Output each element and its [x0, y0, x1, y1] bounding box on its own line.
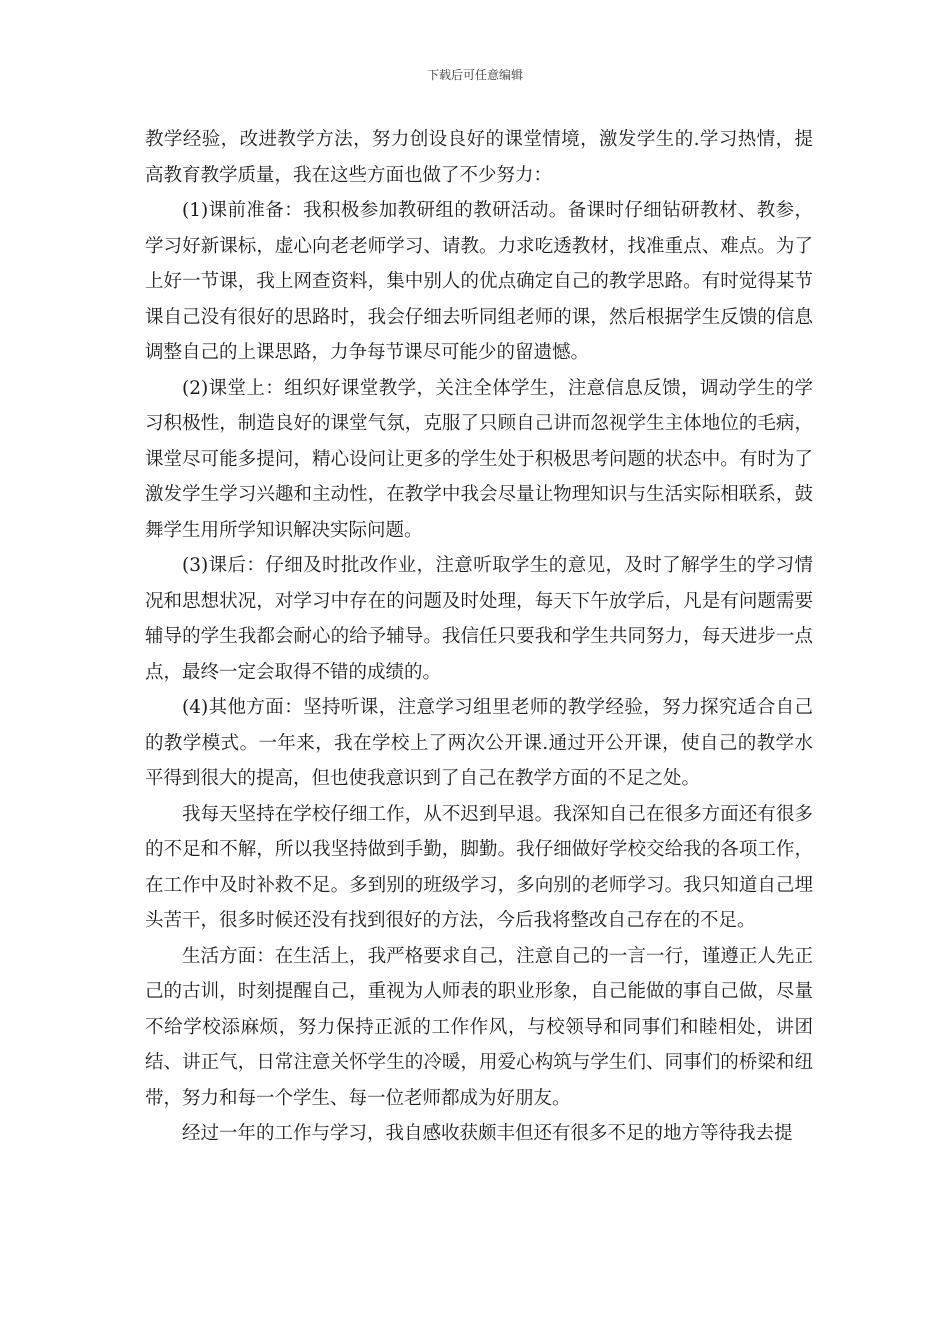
paragraph-other: (4)其他方面：坚持听课，注意学习组里老师的教学经验，努力探究适合自己的教学模式。一年来，我在学校上了两次公开课.通过开公开课，使自己的教学水平得到很大的提高，但也使我意识到了自己在教学方面的不足之处。 — [145, 697, 813, 789]
document-body — [145, 122, 813, 1152]
paragraph-intro: 教学经验，改进教学方法，努力创设良好的课堂情境，激发学生的.学习热情，提高教育教学质量，我在这些方面也做了不少努力： — [145, 129, 813, 186]
paragraph-after-class: (3)课后：仔细及时批改作业，注意听取学生的意见，及时了解学生的学习情况和思想状况，对学习中存在的问题及时处理，每天下午放学后，凡是有问题需要辅导的学生我都会耐心的给予辅导。我信任只要我和学生共同努力，每天进步一点点，最终一定会取得不错的成绩的。 — [145, 555, 813, 683]
paragraph-lesson-prep: (1)课前准备：我积极参加教研组的教研活动。备课时仔细钻研教材、教参，学习好新课标，虚心向老老师学习、请教。力求吃透教材，找准重点、难点。为了上好一节课，我上网查资料，集中别人的优点确定自己的教学思路。有时觉得某节课自己没有很好的思路时，我会仔细去听同组老师的课，然后根据学生反馈的信息调整自己的上课思路，力争每节课尽可能少的留遗憾。 — [145, 200, 813, 363]
paragraph-daily-work: 我每天坚持在学校仔细工作，从不迟到早退。我深知自己在很多方面还有很多的不足和不解，所以我坚持做到手勤，脚勤。我仔细做好学校交给我的各项工作，在工作中及时补救不足。多到别的班级学习，多向别的老师学习。我只知道自己埋头苦干，很多时候还没有找到很好的方法，今后我将整改自己存在的不足。 — [145, 803, 813, 931]
paragraph-summary: 经过一年的工作与学习，我自感收获颇丰但还有很多不足的地方等待我去提 — [182, 1123, 793, 1144]
paragraph-classroom: (2)课堂上：组织好课堂教学，关注全体学生，注意信息反馈，调动学生的学习积极性，制造良好的课堂气氛，克服了只顾自己讲而忽视学生主体地位的毛病，课堂尽可能多提问，精心设问让更多的学生处于积极思考问题的状态中。有时为了激发学生学习兴趣和主动性，在教学中我会尽量让物理知识与生活实际相联系，鼓舞学生用所学知识解决实际问题。 — [145, 377, 813, 541]
paragraph-life: 生活方面：在生活上，我严格要求自己，注意自己的一言一行，谨遵正人先正己的古训，时刻提醒自己，重视为人师表的职业形象，自己能做的事自己做，尽量不给学校添麻烦，努力保持正派的工作作风，与校领导和同事们和睦相处，讲团结、讲正气，日常注意关怀学生的冷暖，用爱心构筑与学生们、同事们的桥梁和纽带，努力和每一个学生、每一位老师都成为好朋友。 — [145, 945, 813, 1109]
page-header: 下载后可任意编辑 — [426, 68, 523, 82]
